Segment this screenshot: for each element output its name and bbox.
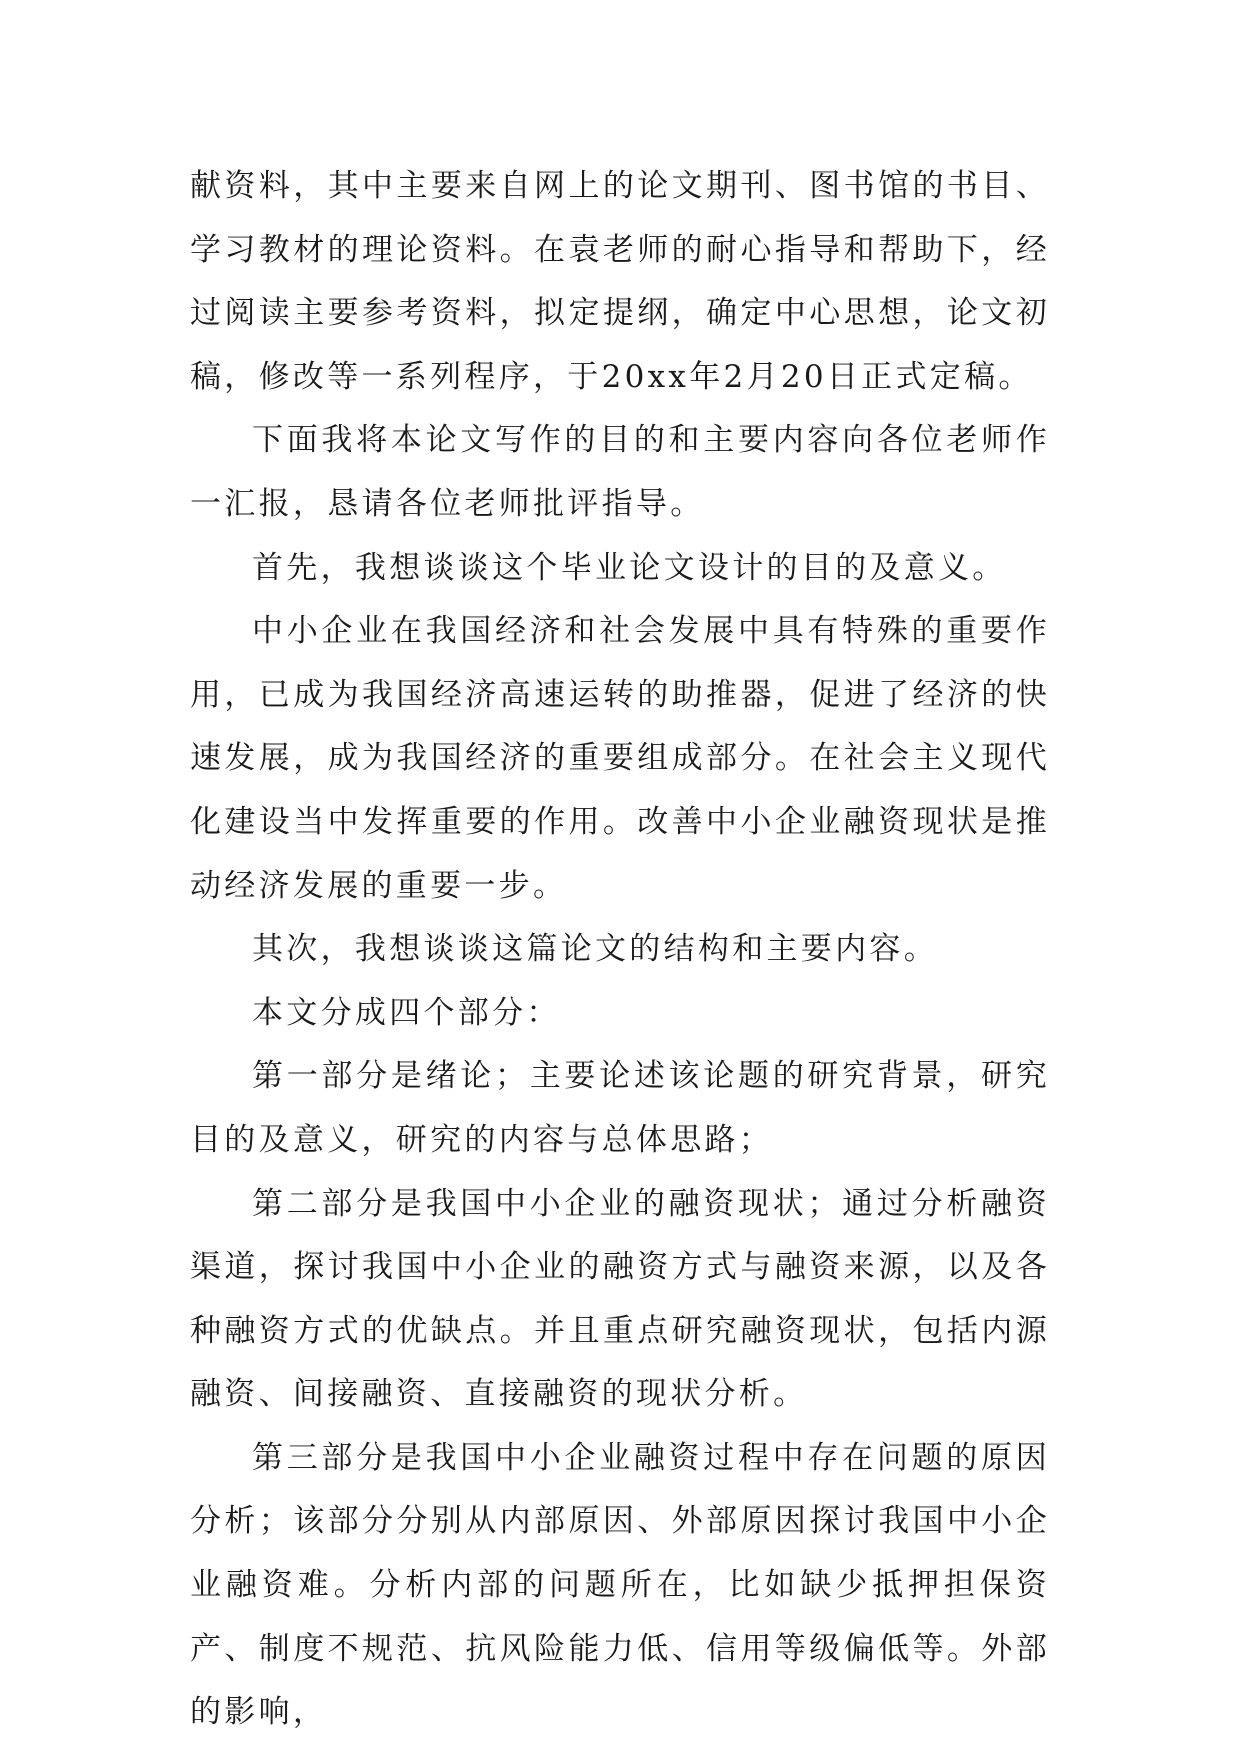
- paragraph-continuation: 献资料，其中主要来自网上的论文期刊、图书馆的书目、学习教材的理论资料。在袁老师的耐心指导和帮助下，经过阅读主要参考资料，拟定提纲，确定中心思想，论文初稿，修改等一系列程序，于20xx年2月20日正式定稿。: [190, 168, 1050, 395]
- paragraph-part-three: 第三部分是我国中小企业融资过程中存在问题的原因分析；该部分分别从内部原因、外部原因探讨我国中小企业融资难。分析内部的问题所在，比如缺少抵押担保资产、制度不规范、抗风险能力低、信用等级偏低等。外部的影响，: [190, 1439, 1050, 1731]
- paragraph-report-intro: 下面我将本论文写作的目的和主要内容向各位老师作一汇报，恳请各位老师批评指导。: [190, 422, 1050, 522]
- paragraph-part-one: 第一部分是绪论；主要论述该论题的研究背景，研究目的及意义，研究的内容与总体思路；: [190, 1058, 1050, 1158]
- paragraph-four-parts: 本文分成四个部分：: [252, 994, 561, 1031]
- paragraph-part-two: 第二部分是我国中小企业的融资现状；通过分析融资渠道，探讨我国中小企业的融资方式与融资来源，以及各种融资方式的优缺点。并且重点研究融资现状，包括内源融资、间接融资、直接融资的现状分析。: [190, 1185, 1050, 1413]
- paragraph-purpose-heading: 首先，我想谈谈这个毕业论文设计的目的及意义。: [252, 549, 1007, 586]
- paragraph-structure-heading: 其次，我想谈谈这篇论文的结构和主要内容。: [252, 931, 938, 968]
- paragraph-purpose-body: 中小企业在我国经济和社会发展中具有特殊的重要作用，已成为我国经济高速运转的助推器，促进了经济的快速发展，成为我国经济的重要组成部分。在社会主义现代化建设当中发挥重要的作用。改善中小企业融资现状是推动经济发展的重要一步。: [190, 613, 1050, 904]
- document-body: [190, 155, 1050, 1745]
